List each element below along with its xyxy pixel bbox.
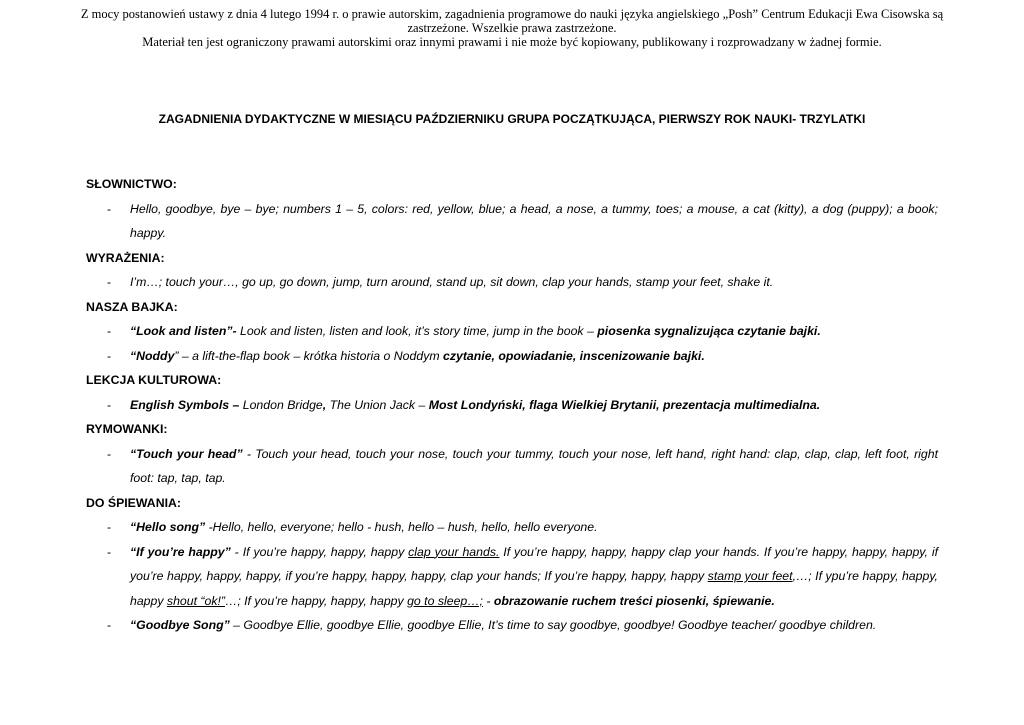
list-dash: - [107, 446, 112, 461]
copyright-line-1: Z mocy postanowień ustawy z dnia 4 lutego 1994 r. o prawie autorskim, zagadnienia programowe do nauki języka angielskiego „Posh” Centrum Edukacji Ewa Cisowska są zastrzeżone. Wszelkie prawa zastrzeżone. [80, 7, 944, 35]
list-item-goodbye-song [86, 613, 938, 638]
goodbye-song-text [130, 613, 938, 638]
item-comma: , [322, 397, 327, 412]
item-title: “Noddy [130, 348, 175, 363]
item-note: czytanie, opowiadanie, inscenizowanie bajki. [443, 348, 705, 363]
list-dash: - [107, 544, 112, 559]
item-note: obrazowanie ruchem treści piosenki, śpiewanie. [493, 593, 775, 608]
item-body: -Hello, hello, everyone; hello - hush, hello – hush, hello, hello everyone. [205, 520, 598, 534]
item-title: “Touch your head” [130, 446, 243, 461]
list-dash: - [107, 348, 112, 363]
english-symbols-text [130, 393, 938, 418]
item-note: piosenka sygnalizująca czytanie bajki. [597, 324, 821, 338]
item-body: - [482, 593, 494, 608]
section-heading-wyrazenia: WYRAŻENIA: [86, 250, 165, 265]
list-dash: - [107, 618, 112, 632]
list-dash: - [107, 201, 112, 216]
noddy-text [130, 344, 938, 369]
item-note: Most Londyński, flaga Wielkiej Brytanii, prezentacja multimedialna. [428, 397, 821, 412]
item-body: If you’re happy, happy, happy clap your hands. If you’re happy, happy, happy, if you’re happy, happy, happy, if you’re happy, happy, happy, clap your hands; If you’re happy, happy, happy [130, 544, 938, 583]
item-title: “Hello song” [130, 520, 206, 534]
list-dash: - [107, 324, 112, 338]
underlined-phrase: shout “ok!” [166, 593, 226, 608]
section-heading-spiewanie: DO ŚPIEWANIA: [86, 495, 181, 510]
item-title: “If you’re happy” [130, 544, 231, 559]
list-item-slownictwo [86, 197, 938, 246]
item-body: ,…; If ypu’re happy, happy, happy [130, 569, 938, 608]
list-item-wyrazenia [86, 270, 938, 295]
touch-your-head-text [130, 442, 938, 491]
item-body: - If you’re happy, happy, happy [230, 544, 409, 559]
item-title: “Look and listen”- [130, 324, 237, 338]
underlined-phrase: stamp your feet [707, 569, 793, 583]
list-item-noddy [86, 344, 938, 369]
item-body: – Goodbye Ellie, goodbye Ellie, goodbye Ellie, It’s time to say goodbye, goodbye! Goodbye teacher/ goodbye children. [229, 618, 877, 632]
list-dash: - [107, 397, 112, 412]
if-youre-happy-text [130, 540, 938, 614]
section-heading-bajka: NASZA BAJKA: [86, 299, 178, 314]
look-and-listen-text [130, 319, 938, 344]
section-heading-lekcja: LEKCJA KULTUROWA: [86, 373, 222, 387]
expressions-text: I’m…; touch your…, go up, go down, jump, turn around, stand up, sit down, clap your hands, stamp your feet, shake it. [130, 275, 774, 289]
item-body: - Touch your head, touch your nose, touch your tummy, touch your nose, left hand, right hand: clap, clap, clap, left foot, right foot: tap, tap, tap. [130, 446, 938, 485]
underlined-phrase: clap your hands. [408, 544, 500, 559]
item-body: The Union Jack – [326, 397, 429, 412]
item-title: “Goodbye Song” [130, 618, 230, 632]
document-content [86, 172, 938, 638]
section-heading-rymowanki: RYMOWANKI: [86, 422, 168, 436]
item-body: …; If you’re happy, happy, happy [225, 593, 408, 608]
document-title: ZAGADNIENIA DYDAKTYCZNE W MIESIĄCU PAŹDZIERNIKU GRUPA POCZĄTKUJĄCA, PIERWSZY ROK NAUKI- TRZYLATKI [158, 112, 866, 126]
list-item-hello-song [86, 515, 938, 540]
list-item-touch-your-head [86, 442, 938, 491]
copyright-line-2: Materiał ten jest ograniczony prawami autorskimi oraz innymi prawami i nie może być kopiowany, publikowany i rozprowadzany w żadnej formie. [142, 35, 882, 49]
item-body: ” – a lift-the-flap book – krótka historia o Noddym [174, 348, 444, 363]
list-item-english-symbols [86, 393, 938, 418]
section-heading-slownictwo: SŁOWNICTWO: [86, 177, 177, 191]
list-dash: - [107, 520, 112, 534]
hello-song-text [130, 515, 938, 540]
copyright-header [60, 7, 964, 49]
item-body: London Bridge [242, 397, 323, 412]
list-dash: - [107, 275, 112, 289]
underlined-phrase: go to sleep…; [407, 593, 483, 608]
item-title: English Symbols – [130, 397, 243, 412]
vocabulary-text: Hello, goodbye, bye – bye; numbers 1 – 5, colors: red, yellow, blue; a head, a nose, a tummy, toes; a mouse, a cat (kitty), a dog (puppy); a book; happy. [130, 201, 938, 240]
list-item-look-and-listen [86, 319, 938, 344]
list-item-if-youre-happy [86, 540, 938, 614]
item-body: Look and listen, listen and look, it’s story time, jump in the book – [236, 324, 598, 338]
